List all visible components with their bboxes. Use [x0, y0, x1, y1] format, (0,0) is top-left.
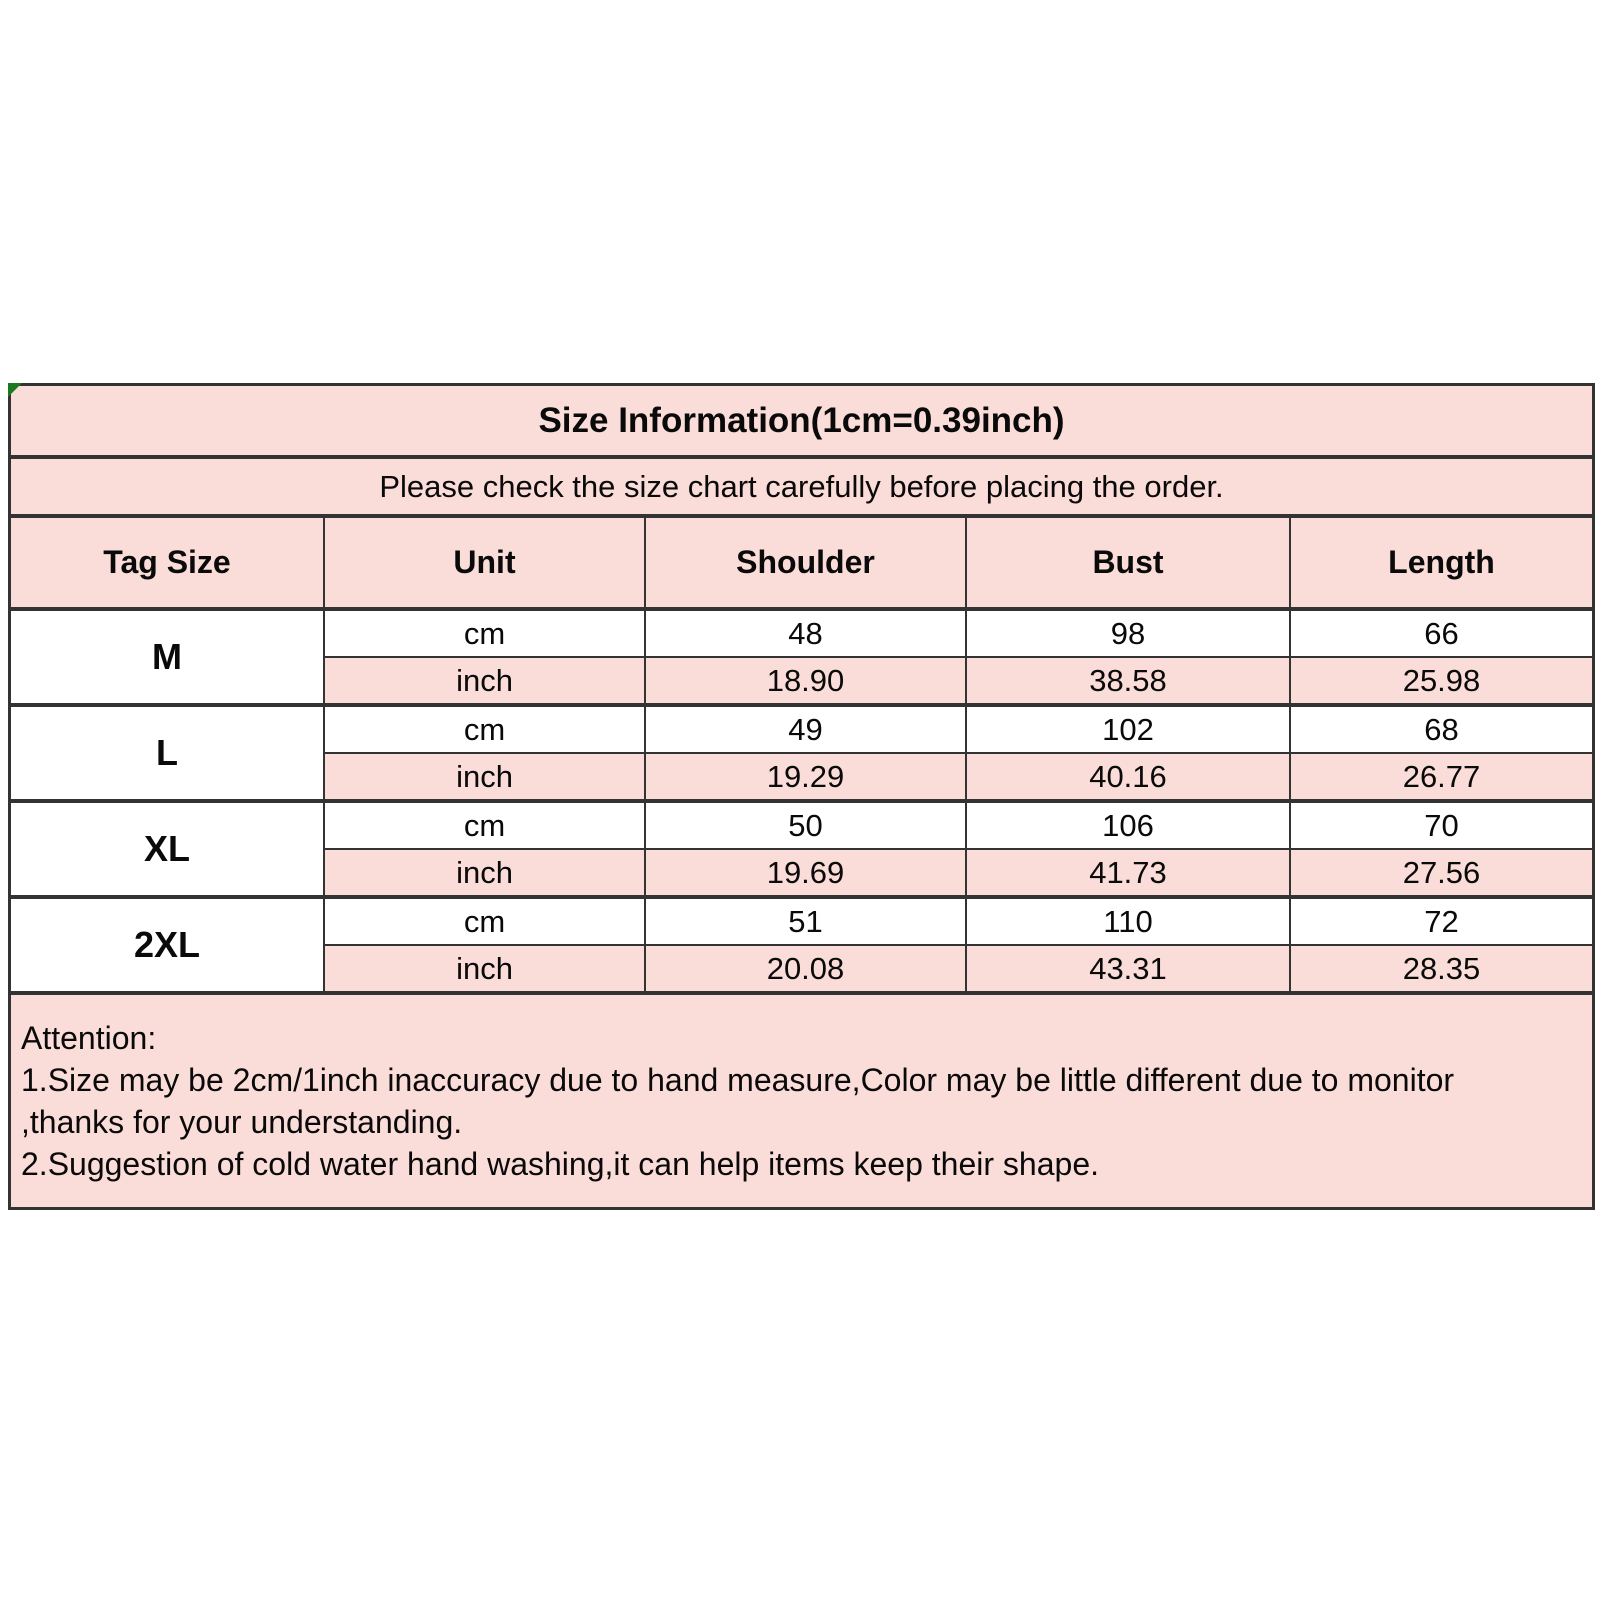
unit-label-cm: cm — [323, 611, 644, 656]
bust-cm-value: 106 — [965, 803, 1289, 848]
length-inch-value: 25.98 — [1289, 656, 1592, 703]
length-cm-value: 68 — [1289, 707, 1592, 752]
column-header-unit: Unit — [323, 518, 644, 607]
shoulder-cm-value: 49 — [644, 707, 965, 752]
length-inch-value: 28.35 — [1289, 944, 1592, 991]
size-row-group-2xl — [11, 895, 1592, 991]
unit-label-inch: inch — [323, 752, 644, 799]
length-inch-value: 27.56 — [1289, 848, 1592, 895]
size-information-table — [8, 383, 1595, 1210]
unit-label-cm: cm — [323, 899, 644, 944]
size-row-group-l — [11, 703, 1592, 799]
size-row-group-m — [11, 607, 1592, 703]
attention-line-2: ,thanks for your understanding. — [21, 1104, 463, 1140]
tag-size-cell: 2XL — [11, 899, 323, 991]
unit-label-inch: inch — [323, 656, 644, 703]
attention-line-1: 1.Size may be 2cm/1inch inaccuracy due to hand measure,Color may be little different due to monitor — [21, 1062, 1455, 1098]
table-title: Size Information(1cm=0.39inch) — [11, 386, 1592, 455]
shoulder-cm-value: 51 — [644, 899, 965, 944]
unit-label-cm: cm — [323, 707, 644, 752]
bust-cm-value: 98 — [965, 611, 1289, 656]
shoulder-inch-value: 20.08 — [644, 944, 965, 991]
green-corner-mark — [8, 383, 22, 397]
attention-line-3: 2.Suggestion of cold water hand washing,it can help items keep their shape. — [21, 1146, 1099, 1182]
bust-inch-value: 41.73 — [965, 848, 1289, 895]
unit-label-cm: cm — [323, 803, 644, 848]
bust-inch-value: 43.31 — [965, 944, 1289, 991]
length-cm-value: 70 — [1289, 803, 1592, 848]
table-header-row — [11, 514, 1592, 607]
bust-inch-value: 38.58 — [965, 656, 1289, 703]
bust-cm-value: 110 — [965, 899, 1289, 944]
size-row-group-xl — [11, 799, 1592, 895]
shoulder-inch-value: 19.29 — [644, 752, 965, 799]
shoulder-cm-value: 48 — [644, 611, 965, 656]
shoulder-inch-value: 19.69 — [644, 848, 965, 895]
length-inch-value: 26.77 — [1289, 752, 1592, 799]
unit-label-inch: inch — [323, 848, 644, 895]
shoulder-inch-value: 18.90 — [644, 656, 965, 703]
tag-size-cell: M — [11, 611, 323, 703]
length-cm-value: 72 — [1289, 899, 1592, 944]
bust-inch-value: 40.16 — [965, 752, 1289, 799]
shoulder-cm-value: 50 — [644, 803, 965, 848]
bust-cm-value: 102 — [965, 707, 1289, 752]
length-cm-value: 66 — [1289, 611, 1592, 656]
table-subtitle: Please check the size chart carefully before placing the order. — [11, 455, 1592, 514]
column-header-length: Length — [1289, 518, 1592, 607]
tag-size-cell: L — [11, 707, 323, 799]
column-header-shoulder: Shoulder — [644, 518, 965, 607]
column-header-bust: Bust — [965, 518, 1289, 607]
unit-label-inch: inch — [323, 944, 644, 991]
column-header-tag-size: Tag Size — [103, 544, 231, 580]
tag-size-cell: XL — [11, 803, 323, 895]
attention-note-block — [11, 991, 1592, 1207]
attention-heading: Attention: — [21, 1020, 157, 1056]
